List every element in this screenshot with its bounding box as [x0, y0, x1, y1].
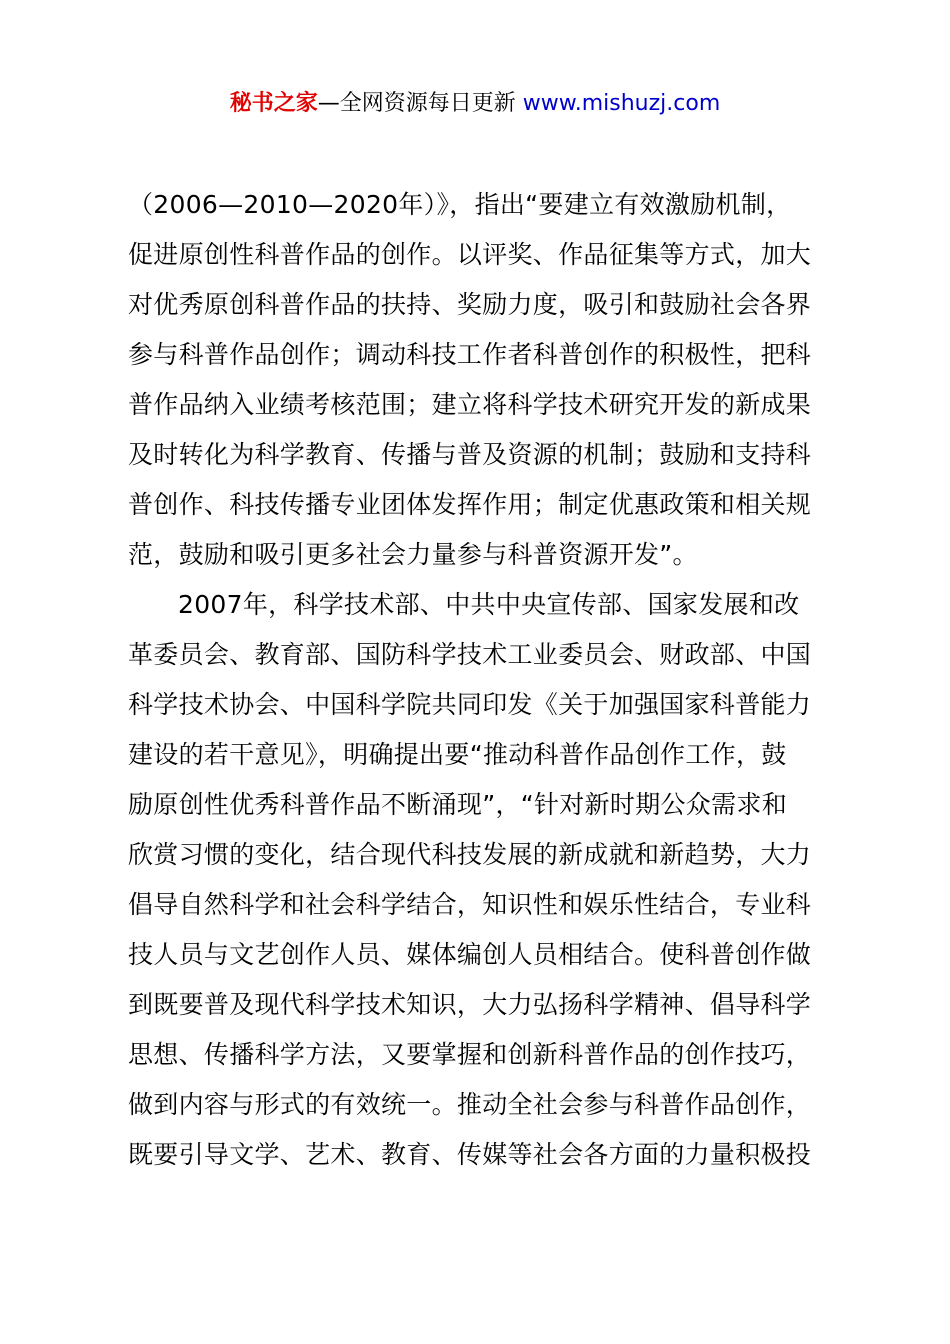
text-line: 参与科普作品创作；调动科技工作者科普创作的积极性，把科: [128, 340, 812, 369]
page-header: [0, 88, 950, 120]
paragraph-2: [128, 580, 838, 1180]
text-line: 及时转化为科学教育、传播与普及资源的机制；鼓励和支持科: [128, 440, 812, 469]
text-line: 欣赏习惯的变化，结合现代科技发展的新成就和新趋势，大力: [128, 840, 812, 869]
text-line: 倡导自然科学和社会科学结合，知识性和娱乐性结合，专业科: [128, 890, 812, 919]
text-line: （2006—2010—2020年）》，指出“要建立有效激励机制，: [128, 190, 792, 219]
text-line: 范，鼓励和吸引更多社会力量参与科普资源开发”。: [128, 540, 698, 569]
text-line-indented: 2007年，科学技术部、中共中央宣传部、国家发展和改: [178, 590, 800, 619]
text-line: 技人员与文艺创作人员、媒体编创人员相结合。使科普创作做: [128, 940, 812, 969]
text-line: 思想、传播科学方法，又要掌握和创新科普作品的创作技巧，: [128, 1040, 812, 1069]
header-tagline: —全网资源每日更新: [317, 91, 523, 116]
document-body: [128, 180, 838, 1180]
text-line: 既要引导文学、艺术、教育、传媒等社会各方面的力量积极投: [128, 1140, 812, 1169]
brand-name: 秘书之家: [229, 91, 318, 116]
site-url-link[interactable]: www.mishuzj.com: [522, 91, 721, 116]
text-line: 革委员会、教育部、国防科学技术工业委员会、财政部、中国: [128, 640, 812, 669]
text-line: 对优秀原创科普作品的扶持、奖励力度，吸引和鼓励社会各界: [128, 290, 812, 319]
text-line: 科学技术协会、中国科学院共同印发《关于加强国家科普能力: [128, 690, 812, 719]
text-line: 到既要普及现代科学技术知识，大力弘扬科学精神、倡导科学: [128, 990, 812, 1019]
text-line: 促进原创性科普作品的创作。以评奖、作品征集等方式，加大: [128, 240, 812, 269]
paragraph-1: [128, 180, 838, 580]
text-line: 普作品纳入业绩考核范围；建立将科学技术研究开发的新成果: [128, 390, 812, 419]
text-line: 励原创性优秀科普作品不断涌现”，“针对新时期公众需求和: [128, 790, 788, 819]
text-line: 普创作、科技传播专业团体发挥作用；制定优惠政策和相关规: [128, 490, 812, 519]
text-line: 做到内容与形式的有效统一。推动全社会参与科普作品创作，: [128, 1090, 812, 1119]
text-line: 建设的若干意见》，明确提出要“推动科普作品创作工作，鼓: [128, 740, 787, 769]
